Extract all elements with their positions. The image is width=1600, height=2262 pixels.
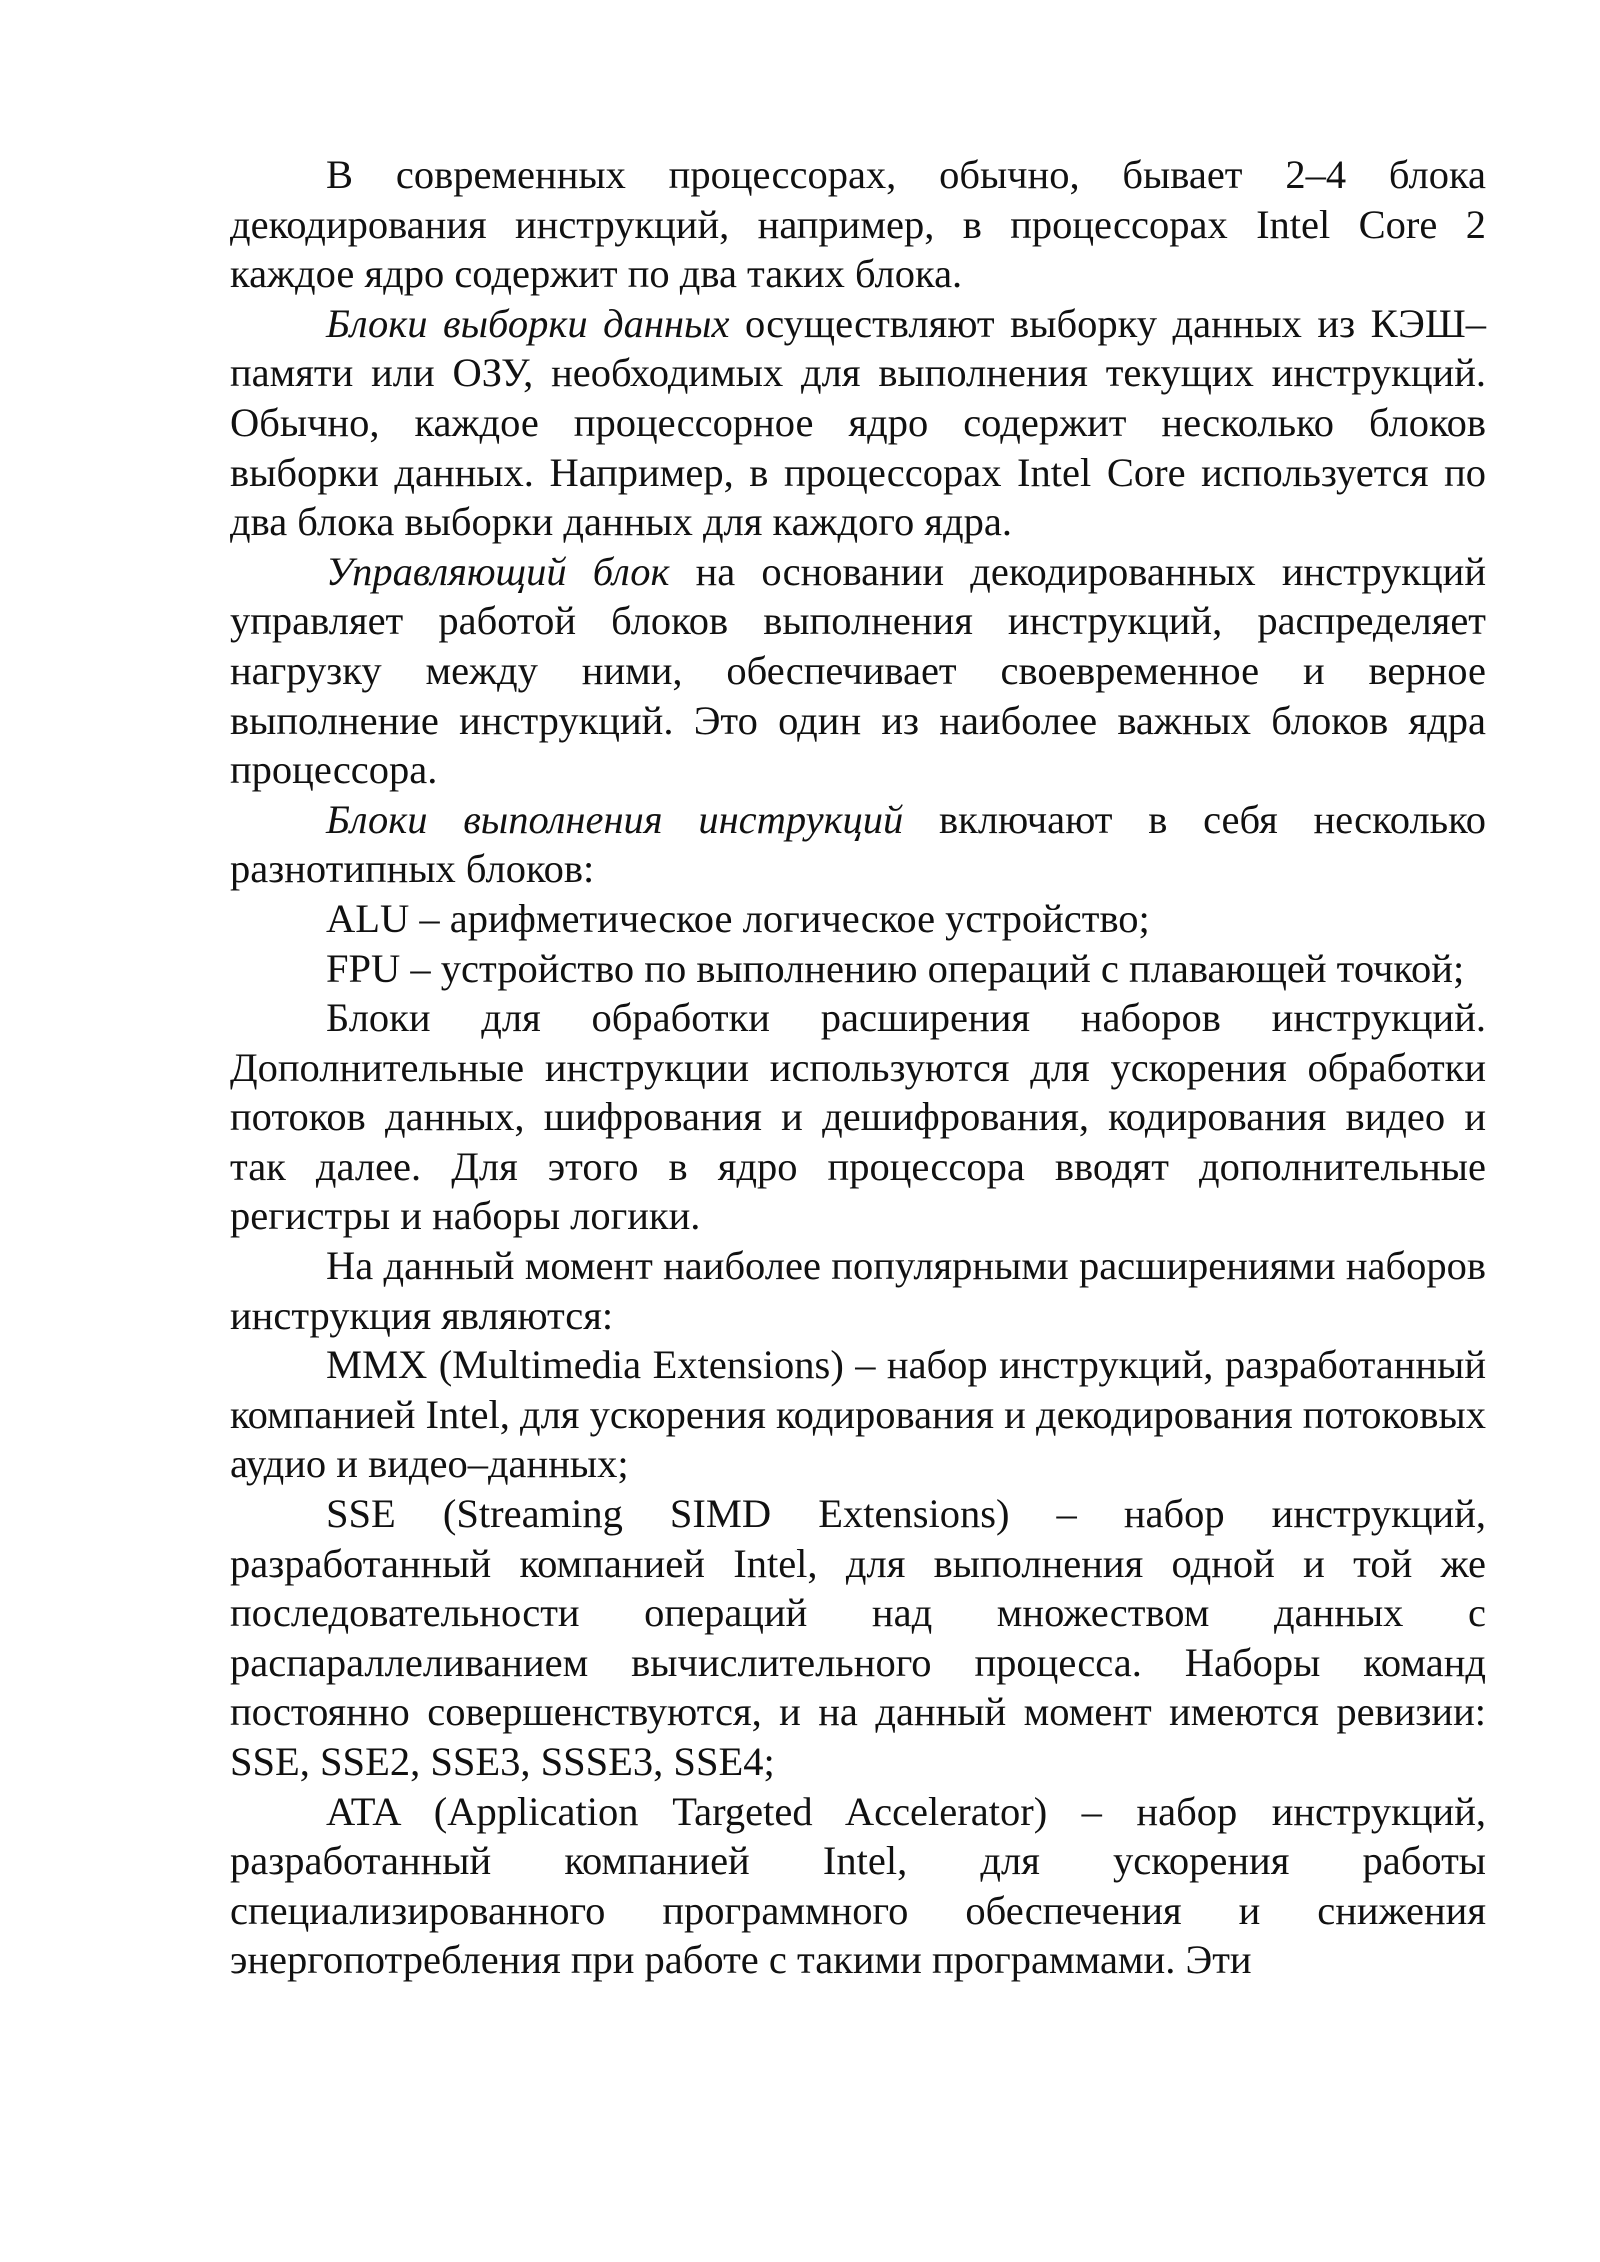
- document-page: [230, 150, 1486, 1985]
- paragraph-text: На данный момент наиболее популярными расширениями наборов инструкция являются:: [230, 1243, 1486, 1338]
- paragraph-text: ALU – арифметическое логическое устройство;: [326, 895, 1150, 941]
- paragraph-text: SSE (Streaming SIMD Extensions) – набор инструкций, разработанный компанией Intel, для выполнения одной и той же последовательности операций над множеством данных с распараллеливанием вычислительного процесса. Наборы команд постоянно совершенствуются, и на данный момент имеются ревизии: SSE, SSE2, SSE3, SSSE3, SSE4;: [230, 1491, 1486, 1784]
- paragraph-term: Управляющий блок: [326, 548, 670, 594]
- paragraph: [230, 1340, 1486, 1489]
- paragraph-term: Блоки выборки данных: [326, 300, 730, 346]
- paragraph: [230, 894, 1486, 944]
- paragraph-text: FPU – устройство по выполнению операций с плавающей точкой;: [326, 945, 1465, 991]
- paragraph: [230, 1241, 1486, 1340]
- paragraph: [230, 150, 1486, 299]
- paragraph: [230, 1787, 1486, 1985]
- paragraph-term: Блоки выполнения инструкций: [326, 796, 904, 842]
- paragraph-text: Блоки для обработки расширения наборов инструкций. Дополнительные инструкции используются для ускорения обработки потоков данных, шифрования и дешифрования, кодирования видео и так далее. Для этого в ядро процессора вводят дополнительные регистры и наборы логики.: [230, 995, 1486, 1239]
- paragraph-text: MMX (Multimedia Extensions) – набор инструкций, разработанный компанией Intel, для ускорения кодирования и декодирования потоковых аудио и видео–данных;: [230, 1342, 1486, 1487]
- paragraph: [230, 547, 1486, 795]
- paragraph: [230, 993, 1486, 1241]
- paragraph: [230, 299, 1486, 547]
- paragraph-text: на основании декодированных инструкций управляет работой блоков выполнения инструкций, распределяет нагрузку между ними, обеспечивает своевременное и верное выполнение инструкций. Это один из наиболее важных блоков ядра процессора.: [230, 548, 1486, 793]
- paragraph: [230, 1489, 1486, 1787]
- paragraph-text: осуществляют выборку данных из КЭШ–памяти или ОЗУ, необходимых для выполнения текущих инструкций. Обычно, каждое процессорное ядро содержит несколько блоков выборки данных. Например, в процессорах Intel Core используется по два блока выборки данных для каждого ядра.: [230, 300, 1486, 545]
- paragraph: [230, 795, 1486, 894]
- paragraph-text: ATA (Application Targeted Accelerator) – набор инструкций, разработанный компанией Intel, для ускорения работы специализированного программного обеспечения и снижения энергопотребления при работе с такими программами. Эти: [230, 1788, 1486, 1983]
- paragraph: [230, 944, 1486, 994]
- paragraph-text: включают в себя несколько разнотипных блоков:: [230, 796, 1486, 892]
- paragraph-text: В современных процессорах, обычно, бывает 2–4 блока декодирования инструкций, например, в процессорах Intel Core 2 каждое ядро содержит по два таких блока.: [230, 152, 1486, 297]
